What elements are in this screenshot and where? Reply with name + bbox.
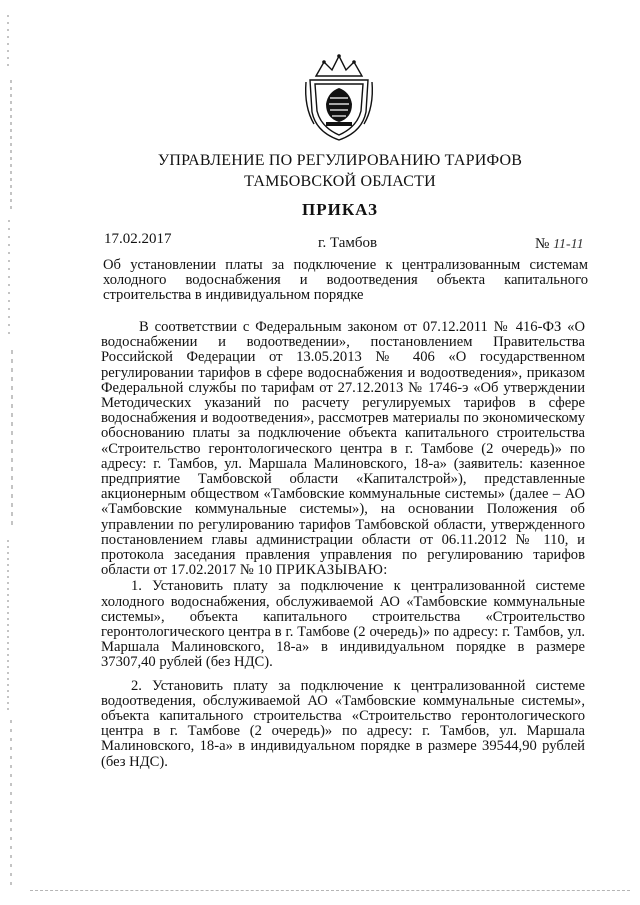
document-number	[535, 236, 584, 253]
authority-line-1: УПРАВЛЕНИЕ ПО РЕГУЛИРОВАНИЮ ТАРИФОВ	[157, 152, 523, 169]
handwritten-number: 11-11	[553, 237, 584, 252]
preamble-paragraph	[101, 320, 585, 578]
document-city: г. Тамбов	[318, 235, 378, 251]
scan-edge-marks	[2, 10, 18, 895]
issuing-authority	[100, 150, 580, 192]
order-keyword: ПРИКАЗЫВАЮ:	[275, 562, 388, 579]
document-body	[101, 320, 585, 770]
document-type-title: ПРИКАЗ	[302, 200, 378, 219]
preamble-text: В соответствии с Федеральным законом от 07.12.2011 № 416-ФЗ «О водоснабжении и водоотведении», постановлением Правительства Российской Федерации от 13.05.2013 № 406 «О государственном регулировании тарифов в сфере водоснабжения и водоотведения», приказом Федеральной службы по тарифам от 27.12.2013 № 1746-э «Об утверждении Методических указаний по расчету регулируемых тарифов в сфере водоснабжения и водоотведения», рассмотрев материалы по экономическому обоснованию платы за подключение объекта капитального строительства «Строительство геронтологического центра в г. Тамбове (2 очередь)» по адресу: г. Тамбов, ул. Маршала Малиновского, 18-а» (заявитель: казенное предприятие Тамбовской области «Капиталстрой»), представленные акционерным обществом «Тамбовские коммунальные системы» (далее – АО «Тамбовские коммунальные системы»), на основании Положения об управлении по регулированию тарифов Тамбовской области, утвержденного постановлением главы администрации области от 06.11.2012 № 110, и протокола заседания правления управления по регулированию тарифов области от 17.02.2017 № 10	[101, 319, 585, 579]
scan-bottom-marks	[30, 890, 630, 895]
authority-line-2: ТАМБОВСКОЙ ОБЛАСТИ	[244, 173, 436, 190]
document-date: 17.02.2017	[104, 231, 172, 247]
number-prefix: №	[535, 236, 550, 252]
order-item-1: 1. Установить плату за подключение к централизованной системе холодного водоснабжения, обслуживаемой АО «Тамбовские коммунальные системы», объекта капитального строительства «Строительство геронтологического центра в г. Тамбове (2 очередь)» по адресу: г. Тамбов, ул. Маршала Малиновского, 18-а» в индивидуальном порядке в размере 37307,40 рублей (без НДС).	[101, 578, 585, 671]
tambov-coat-of-arms	[302, 52, 376, 144]
order-item-2: 2. Установить плату за подключение к централизованной системе водоотведения, обслуживаемой АО «Тамбовские коммунальные системы», объекта капитального строительства «Строительство геронтологического центра в г. Тамбове (2 очередь)» по адресу: г. Тамбов, ул. Маршала Малиновского, 18-а» в индивидуальном порядке в размере 39544,90 рублей (без НДС).	[101, 677, 585, 770]
document-subject: Об установлении платы за подключение к централизованным системам холодного водоснабжения и водоотведения объекта капитального строительства в индивидуальном порядке	[103, 257, 588, 303]
